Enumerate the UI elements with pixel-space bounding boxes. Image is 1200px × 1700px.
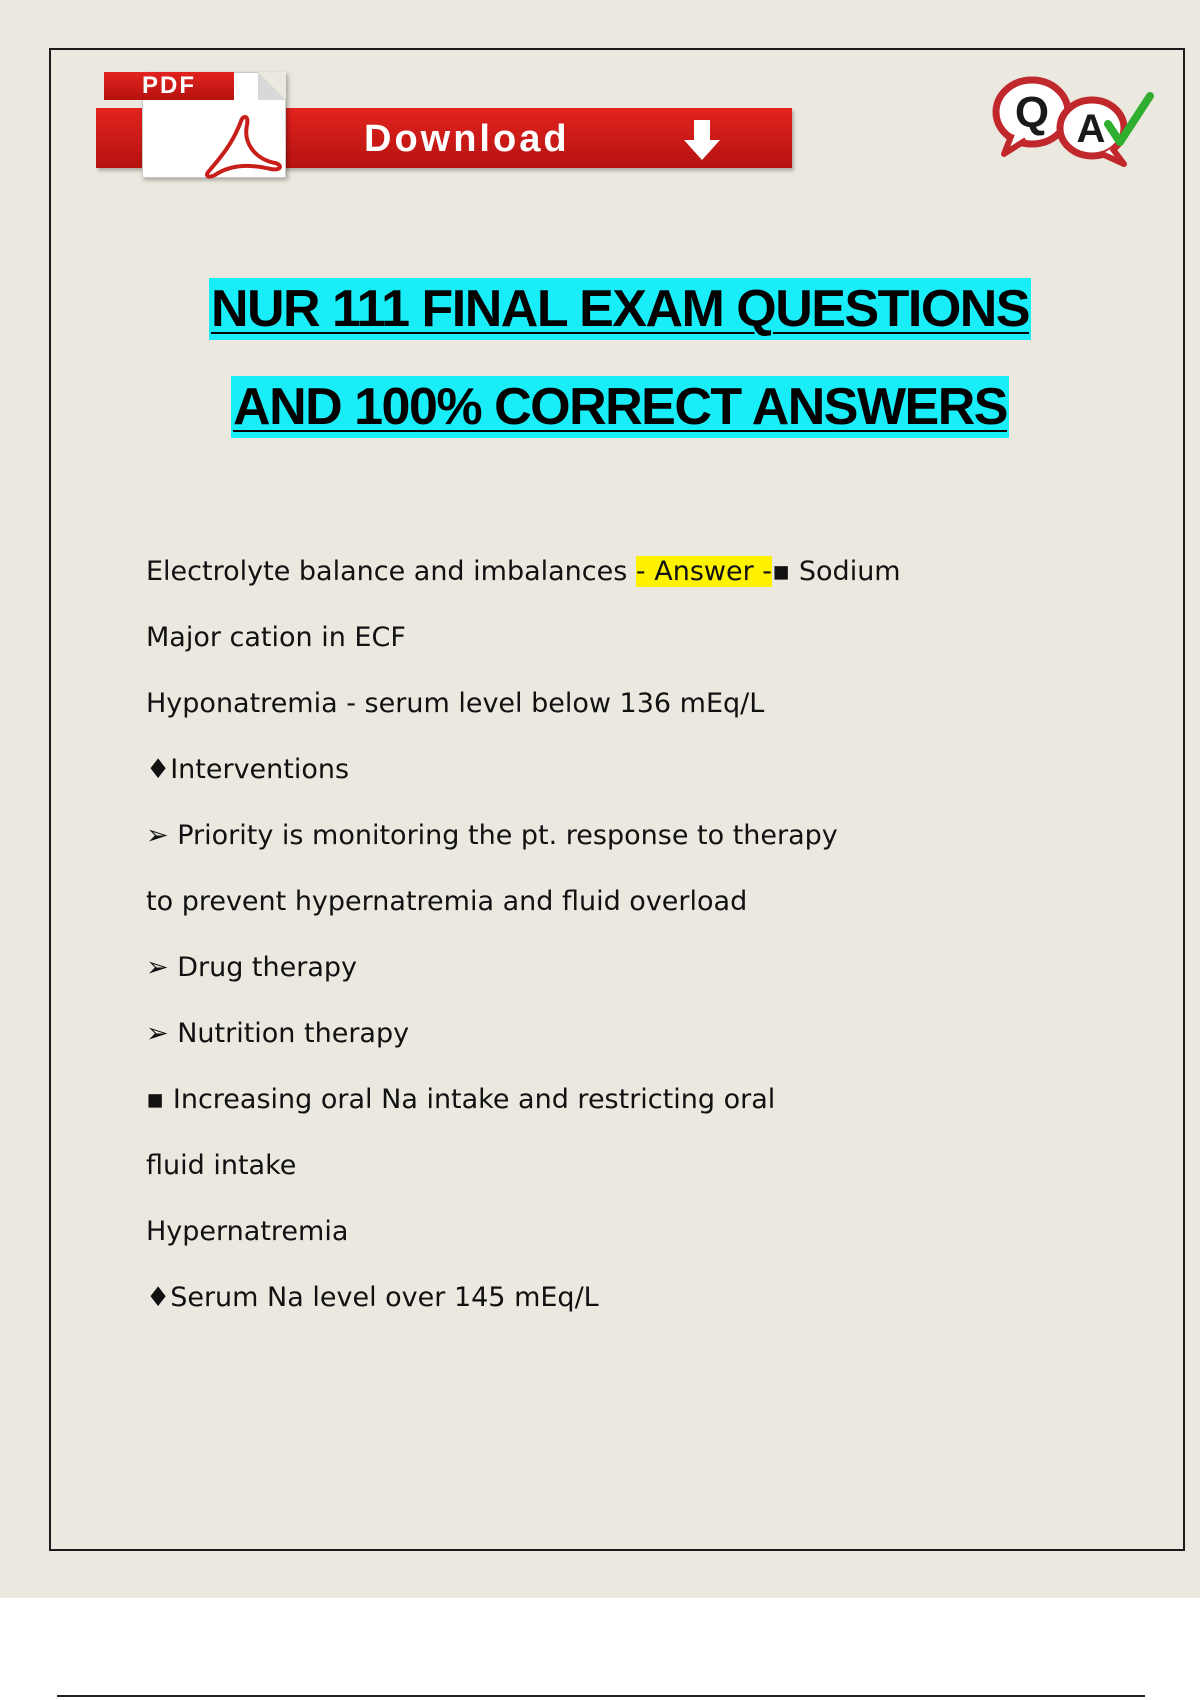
page-fold [258, 72, 286, 100]
logo-a: A [1076, 107, 1106, 151]
bottom-divider [57, 1695, 1145, 1697]
text-line: fluid intake [146, 1150, 297, 1181]
text-line: ♦Serum Na level over 145 mEq/L [146, 1282, 599, 1313]
acrobat-icon [203, 113, 283, 179]
pdf-download-banner[interactable] [96, 70, 796, 180]
title-line-1: NUR 111 FINAL EXAM QUESTIONS [210, 280, 1030, 338]
question-text: Electrolyte balance and imbalances [146, 556, 636, 587]
download-arrow-icon[interactable] [682, 118, 722, 162]
text-line: to prevent hypernatremia and fluid overload [146, 886, 748, 917]
text-line: ➢ Drug therapy [146, 952, 358, 983]
text-line: Hypernatremia [146, 1216, 349, 1247]
answer-marker: - Answer - [635, 556, 773, 587]
text-line: ▪ Increasing oral Na intake and restricting oral [146, 1084, 776, 1115]
text-line: Hyponatremia - serum level below 136 mEq/L [146, 688, 765, 719]
answer-start: ▪ Sodium [772, 556, 901, 587]
download-label[interactable]: Download [364, 118, 570, 160]
document-body [146, 552, 1046, 1344]
text-line: Major cation in ECF [146, 622, 406, 653]
q-bubble-icon [996, 80, 1068, 154]
title-line-2: AND 100% CORRECT ANSWERS [233, 378, 1007, 436]
text-line: ➢ Nutrition therapy [146, 1018, 410, 1049]
text-line: ➢ Priority is monitoring the pt. response to therapy [146, 820, 838, 851]
question-line [146, 552, 1046, 618]
qa-logo [990, 72, 1158, 172]
text-line: ♦Interventions [146, 754, 350, 785]
logo-q: Q [1014, 88, 1050, 137]
document-title [0, 278, 1200, 474]
pdf-label: PDF [104, 72, 234, 100]
